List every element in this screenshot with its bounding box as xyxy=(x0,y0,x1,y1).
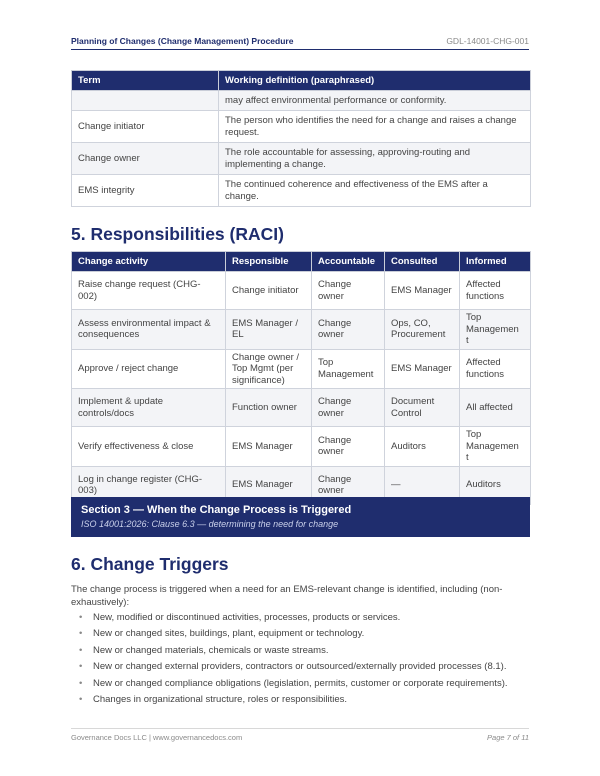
accountable-cell: Change owner xyxy=(312,389,385,427)
activity-cell: Raise change request (CHG-002) xyxy=(72,272,226,310)
consulted-cell: EMS Manager xyxy=(385,272,460,310)
table-row xyxy=(72,143,531,175)
definition-cell: The person who identifies the need for a change and raises a change request. xyxy=(219,111,531,143)
activity-cell: Verify effectiveness & close xyxy=(72,427,226,467)
footer-divider xyxy=(71,728,529,729)
table-row xyxy=(72,349,531,389)
term-cell: Change initiator xyxy=(72,111,219,143)
responsible-cell: Function owner xyxy=(226,389,312,427)
callout-title: Section 3 — When the Change Process is Triggered xyxy=(81,504,352,516)
consulted-cell: — xyxy=(385,466,460,504)
section-6-heading: 6. Change Triggers xyxy=(71,554,229,574)
terms-col-definition: Working definition (paraphrased) xyxy=(219,71,531,91)
callout-subtitle: ISO 14001:2026: Clause 6.3 — determining the need for change xyxy=(81,519,339,529)
accountable-cell: Top Management xyxy=(312,349,385,389)
bullet-icon: • xyxy=(79,628,83,640)
raci-col-activity: Change activity xyxy=(72,252,226,272)
informed-cell: Top Managemen t xyxy=(460,427,531,467)
bullet-icon: • xyxy=(79,644,83,656)
list-item-text: Changes in organizational structure, roles or responsibilities. xyxy=(93,693,347,705)
raci-col-informed: Informed xyxy=(460,252,531,272)
table-row xyxy=(72,91,531,111)
consulted-cell: EMS Manager xyxy=(385,349,460,389)
footer-company: Governance Docs LLC | www.governancedocs.com xyxy=(71,733,243,742)
accountable-cell: Change owner xyxy=(312,310,385,350)
informed-cell: Top Managemen t xyxy=(460,310,531,350)
informed-cell: Auditors xyxy=(460,466,531,504)
section-5-heading: 5. Responsibilities (RACI) xyxy=(71,224,284,244)
list-item xyxy=(71,660,530,676)
bullet-icon: • xyxy=(79,661,83,673)
list-item-text: New, modified or discontinued activities, processes, products or services. xyxy=(93,612,401,623)
list-item xyxy=(71,627,530,643)
list-item xyxy=(71,611,530,627)
page-header xyxy=(71,34,529,48)
raci-table xyxy=(71,251,531,505)
accountable-cell: Change owner xyxy=(312,272,385,310)
definition-cell: The continued coherence and effectiveness of the EMS after a change. xyxy=(219,175,531,207)
responsible-cell: Change owner / Top Mgmt (per significance) xyxy=(226,349,312,389)
list-item-text: New or changed materials, chemicals or waste streams. xyxy=(93,644,329,656)
table-row xyxy=(72,310,531,350)
responsible-cell: Change initiator xyxy=(226,272,312,310)
bullet-icon: • xyxy=(79,677,83,689)
document-id: GDL-14001-CHG-001 xyxy=(446,36,529,46)
bullet-icon: • xyxy=(79,693,83,705)
list-item-text: New or changed sites, buildings, plant, equipment or technology. xyxy=(93,628,365,640)
raci-col-accountable: Accountable xyxy=(312,252,385,272)
table-row xyxy=(72,272,531,310)
informed-cell: Affected functions xyxy=(460,272,531,310)
term-cell: EMS integrity xyxy=(72,175,219,207)
table-row xyxy=(72,389,531,427)
section-6-intro: The change process is triggered when a need for an EMS-relevant change is identified, including (non-exhaustively): xyxy=(71,584,503,608)
activity-cell: Implement & update controls/docs xyxy=(72,389,226,427)
page-number: Page 7 of 11 xyxy=(487,733,529,742)
table-row xyxy=(72,175,531,207)
header-divider xyxy=(71,49,529,50)
table-row xyxy=(72,111,531,143)
section-callout-banner xyxy=(71,497,530,537)
consulted-cell: Auditors xyxy=(385,427,460,467)
activity-cell: Log in change register (CHG-003) xyxy=(72,466,226,504)
trigger-list xyxy=(71,611,530,709)
term-cell xyxy=(72,91,219,111)
document-title: Planning of Changes (Change Management) Procedure xyxy=(71,36,294,46)
responsible-cell: EMS Manager xyxy=(226,466,312,504)
raci-col-responsible: Responsible xyxy=(226,252,312,272)
activity-cell: Assess environmental impact & consequences xyxy=(72,310,226,350)
raci-header-row xyxy=(72,252,531,272)
page-footer xyxy=(71,733,529,745)
definition-cell: The role accountable for assessing, approving-routing and implementing a change. xyxy=(219,143,531,175)
bullet-icon: • xyxy=(79,612,83,623)
list-item xyxy=(71,693,530,709)
list-item xyxy=(71,644,530,660)
responsible-cell: EMS Manager / EL xyxy=(226,310,312,350)
consulted-cell: Document Control xyxy=(385,389,460,427)
consulted-cell: Ops, CO, Procurement xyxy=(385,310,460,350)
accountable-cell: Change owner xyxy=(312,466,385,504)
table-row xyxy=(72,427,531,467)
list-item-text: New or changed compliance obligations (legislation, permits, customer or corporate requirements). xyxy=(93,677,508,689)
term-cell: Change owner xyxy=(72,143,219,175)
responsible-cell: EMS Manager xyxy=(226,427,312,467)
terms-header-row xyxy=(72,71,531,91)
informed-cell: All affected xyxy=(460,389,531,427)
accountable-cell: Change owner xyxy=(312,427,385,467)
list-item xyxy=(71,677,530,693)
terms-table xyxy=(71,70,531,207)
informed-cell: Affected functions xyxy=(460,349,531,389)
definition-cell: may affect environmental performance or conformity. xyxy=(219,91,531,111)
list-item-text: New or changed external providers, contractors or outsourced/externally provided processes (8.1). xyxy=(93,661,507,673)
activity-cell: Approve / reject change xyxy=(72,349,226,389)
terms-col-term: Term xyxy=(72,71,219,91)
raci-col-consulted: Consulted xyxy=(385,252,460,272)
